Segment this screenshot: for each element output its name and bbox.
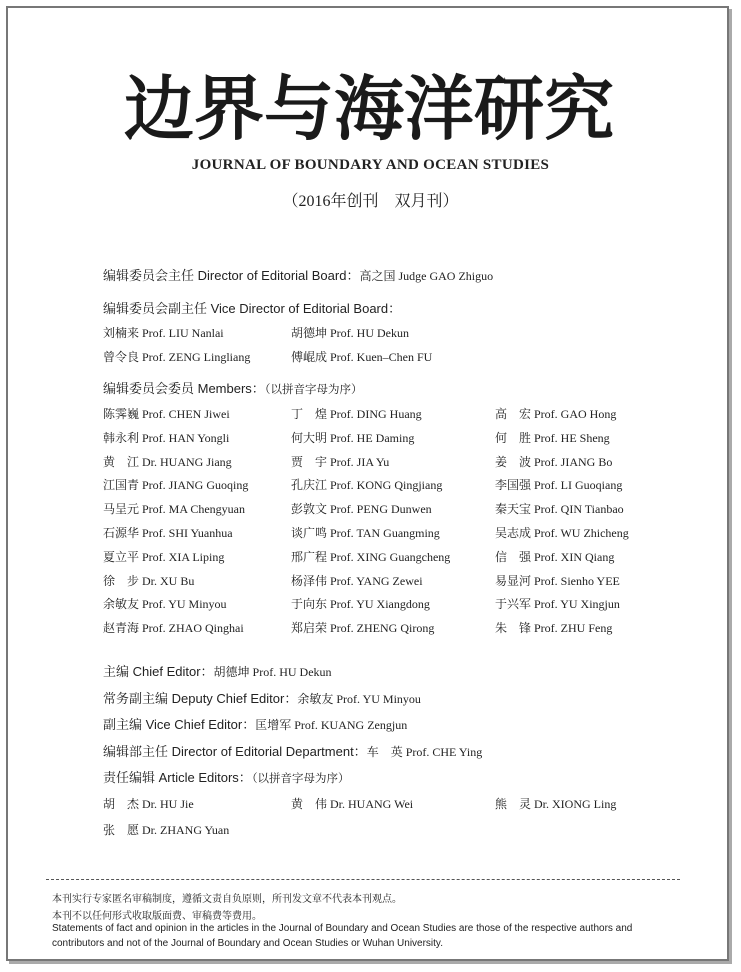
dept-director-name: 车 英 Prof. CHE Ying	[366, 745, 483, 759]
calligraphy-char: 界	[194, 67, 264, 150]
member-name: 韩永利 Prof. HAN Yongli	[103, 430, 230, 445]
calligraphy-char: 边	[124, 67, 194, 150]
member-name: 夏立平 Prof. XIA Liping	[103, 549, 225, 564]
member-name: 高 宏 Prof. GAO Hong	[495, 407, 617, 421]
member-name: 彭敦文 Prof. PENG Dunwen	[291, 502, 432, 517]
article-editor-name: 黄 伟 Dr. HUANG Wei	[291, 797, 414, 811]
member-name: 江国青 Prof. JIANG Guoqing	[103, 478, 249, 493]
vice-chief-editor-line	[103, 714, 407, 733]
article-editors-heading	[103, 767, 350, 786]
member-name: 赵青海 Prof. ZHAO Qinghai	[103, 621, 244, 636]
article-editor-name: 熊 灵 Dr. XIONG Ling	[495, 797, 617, 811]
member-name: 谈广鸣 Prof. TAN Guangming	[291, 526, 440, 540]
member-name: 陈霁巍 Prof. CHEN Jiwei	[103, 407, 230, 421]
member-name: 何 胜 Prof. HE Sheng	[495, 430, 610, 445]
dept-director-line	[103, 741, 482, 760]
director-label: 编辑委员会主任 Director of Editorial Board：	[103, 268, 360, 283]
dept-director-label: 编辑部主任 Director of Editorial Department：	[103, 744, 367, 759]
member-name: 信 强 Prof. XIN Qiang	[495, 549, 615, 564]
article-editor-name: 胡 杰 Dr. HU Jie	[103, 797, 194, 811]
vice-director-label: 编辑委员会副主任 Vice Director of Editorial Board：	[103, 301, 402, 316]
chief-editor-name: 胡德坤 Prof. HU Dekun	[213, 665, 332, 679]
members-heading	[103, 378, 363, 397]
article-editors-label: 责任编辑 Article Editors：	[103, 770, 252, 785]
member-name: 吴志成 Prof. WU Zhicheng	[495, 526, 629, 540]
member-name: 秦天宝 Prof. QIN Tianbao	[495, 502, 624, 517]
calligraphy-char: 与	[264, 67, 334, 150]
member-name: 于向东 Prof. YU Xiangdong	[291, 597, 430, 612]
member-name: 丁 煌 Prof. DING Huang	[291, 407, 422, 421]
journal-english-title: JOURNAL OF BOUNDARY AND OCEAN STUDIES	[191, 157, 550, 173]
member-name: 易显河 Prof. Sienho YEE	[495, 573, 620, 588]
calligraphy-char: 洋	[404, 67, 474, 150]
member-name: 朱 锋 Prof. ZHU Feng	[495, 621, 613, 636]
vice-director-name: 胡德坤 Prof. HU Dekun	[291, 326, 409, 340]
footer-disclaimer-line-1: Statements of fact and opinion in the articles in the Journal of Boundary and Ocean Studies are those of the respective authors and	[52, 923, 633, 934]
founded-frequency: （2016年创刊 双月刊）	[282, 193, 459, 210]
footer-disclaimer-line-2: contributors and not of the Journal of Boundary and Ocean Studies or Wuhan University.	[52, 938, 443, 949]
deputy-chief-editor-name: 余敏友 Prof. YU Minyou	[297, 692, 421, 706]
article-editor-name: 张 愿 Dr. ZHANG Yuan	[103, 823, 230, 837]
member-name: 李国强 Prof. LI Guoqiang	[495, 478, 623, 493]
members-order-note: （以拼音字母为序）	[264, 384, 363, 396]
member-name: 徐 步 Dr. XU Bu	[103, 573, 195, 588]
member-name: 贾 宇 Prof. JIA Yu	[291, 454, 390, 469]
member-name: 姜 波 Prof. JIANG Bo	[495, 454, 613, 469]
member-name: 何大明 Prof. HE Daming	[291, 430, 415, 445]
member-name: 石源华 Prof. SHI Yuanhua	[103, 526, 233, 540]
calligraphy-char: 研	[474, 67, 544, 150]
vice-director-name: 傅崐成 Prof. Kuen–Chen FU	[291, 350, 433, 364]
deputy-chief-editor-label: 常务副主编 Deputy Chief Editor：	[103, 691, 298, 706]
footer-note-review: 本刊实行专家匿名审稿制度，遵循文责自负原则，所刊发文章不代表本刊观点。	[52, 894, 402, 905]
member-name: 孔庆江 Prof. KONG Qingjiang	[291, 478, 443, 493]
article-editors-order-note: （以拼音字母为序）	[251, 773, 350, 785]
director-line	[103, 265, 493, 284]
vice-chief-editor-name: 匡增军 Prof. KUANG Zengjun	[255, 718, 408, 732]
member-name: 黄 江 Dr. HUANG Jiang	[103, 454, 232, 469]
deputy-chief-editor-line	[103, 688, 421, 707]
dashed-divider	[46, 879, 680, 880]
member-name: 郑启荣 Prof. ZHENG Qirong	[291, 621, 435, 636]
member-name: 余敏友 Prof. YU Minyou	[103, 597, 227, 612]
member-name: 杨泽伟 Prof. YANG Zewei	[291, 573, 423, 588]
members-label: 编辑委员会委员 Members：	[103, 381, 265, 396]
calligraphy-char: 海	[334, 67, 404, 150]
chief-editor-label: 主编 Chief Editor：	[103, 664, 214, 679]
vice-director-name: 曾令良 Prof. ZENG Lingliang	[103, 350, 251, 364]
member-name: 于兴军 Prof. YU Xingjun	[495, 597, 620, 612]
calligraphy-char: 究	[544, 67, 614, 150]
vice-director-name: 刘楠来 Prof. LIU Nanlai	[103, 326, 224, 340]
vice-chief-editor-label: 副主编 Vice Chief Editor：	[103, 717, 256, 732]
member-name: 邢广程 Prof. XING Guangcheng	[291, 549, 451, 564]
chief-editor-line	[103, 661, 332, 680]
member-name: 马呈元 Prof. MA Chengyuan	[103, 502, 245, 517]
calligraphy-title	[124, 56, 614, 162]
footer-note-fees: 本刊不以任何形式收取版面费、审稿费等费用。	[52, 911, 262, 922]
director-name: 高之国 Judge GAO Zhiguo	[359, 269, 494, 283]
